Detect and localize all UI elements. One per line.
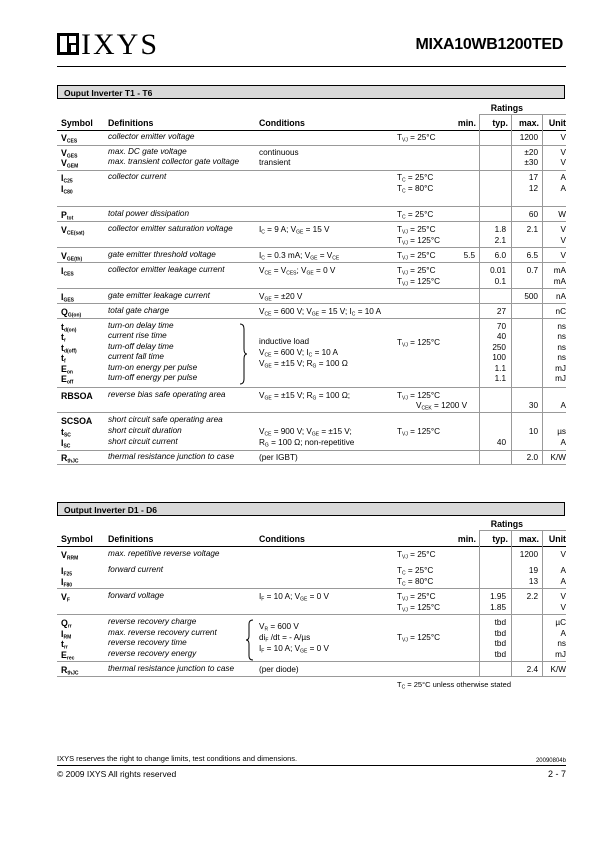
value-max: ±20 — [524, 148, 538, 157]
col-unit: Unit — [548, 534, 566, 544]
value-typ: 40 — [496, 438, 506, 447]
col-symbol: Symbol — [61, 534, 93, 544]
row-rule — [57, 588, 566, 589]
col-typ: typ. — [492, 118, 508, 128]
symbol-qrr: $Q_{rr}$ — [61, 618, 72, 630]
temp-condition: $T_C = 25^\circ C$ — [397, 173, 434, 184]
condition: $V_{CE} = 600$ V; $I_C = 10$ A — [259, 348, 339, 359]
value-max: 2.0 — [526, 453, 538, 462]
symbol-rthjc: $R_{thJC}$ — [61, 453, 79, 465]
definition: max. DC gate voltage — [108, 147, 187, 156]
symbol-scsoa: SCSOA — [61, 416, 93, 426]
symbol-vf: $V_F$ — [61, 592, 70, 604]
value-typ: tbd — [494, 639, 506, 648]
temp-condition: $T_{VJ} = 25^\circ C$ — [397, 225, 436, 236]
symbol-irm: $I_{RM}$ — [61, 629, 72, 641]
symbol-tsc: $t_{SC}$ — [61, 427, 71, 439]
unit: V — [560, 603, 566, 612]
definition: turn-on delay time — [108, 321, 174, 330]
condition: $V_R = 600$ V — [259, 622, 299, 633]
value-max: 1200 — [519, 550, 538, 559]
definition: turn-off energy per pulse — [108, 373, 198, 382]
value-max: 2.4 — [526, 665, 538, 674]
unit: mJ — [555, 374, 566, 383]
symbol-trr: $t_{rr}$ — [61, 639, 68, 651]
row-rule — [57, 288, 566, 289]
symbol-vgem: $V_{GEM}$ — [61, 158, 79, 170]
value-typ: tbd — [494, 650, 506, 659]
value-max: 500 — [524, 292, 538, 301]
row-rule — [57, 614, 566, 615]
row-rule — [57, 170, 566, 171]
unit: A — [560, 184, 566, 193]
definition: max. reverse recovery current — [108, 628, 217, 637]
row-rule — [57, 206, 566, 207]
symbol-vrrm: $V_{RRM}$ — [61, 550, 79, 562]
row-rule — [57, 450, 566, 451]
symbol-erec: $E_{rec}$ — [61, 650, 75, 662]
definition: current rise time — [108, 331, 167, 340]
unit: K/W — [550, 665, 566, 674]
logo-text: IXYS — [81, 28, 160, 61]
col-conditions: Conditions — [259, 534, 305, 544]
temp-condition: $T_{VJ} = 25^\circ C$ — [397, 266, 436, 277]
symbol-vcesat: $V_{CE(sat)}$ — [61, 225, 85, 237]
definition: max. transient collector gate voltage — [108, 157, 240, 166]
definition: collector emitter voltage — [108, 132, 195, 141]
temp-condition: $T_{VJ} = 125^\circ C$ — [397, 277, 441, 288]
value-typ: 1.8 — [494, 225, 506, 234]
temp-condition: $T_{VJ} = 125^\circ C$ — [397, 338, 441, 349]
value-typ: 0.1 — [494, 277, 506, 286]
col-definitions: Definitions — [108, 534, 154, 544]
value-typ: 0.01 — [490, 266, 506, 275]
unit: ns — [557, 639, 566, 648]
condition: $R_G = 100$ Ω; non-repetitive — [259, 438, 355, 449]
condition: inductive load — [259, 337, 310, 346]
definition: collector current — [108, 172, 167, 181]
col-min: min. — [457, 534, 476, 544]
col-definitions: Definitions — [108, 118, 154, 128]
condition: $I_C = 9$ A; $V_{GE} = 15$ V — [259, 225, 330, 236]
value-max: 30 — [528, 401, 538, 410]
row-rule — [57, 303, 566, 304]
unit: ns — [557, 353, 566, 362]
definition: reverse recovery charge — [108, 617, 197, 626]
unit: W — [558, 210, 566, 219]
symbol-eon: $E_{on}$ — [61, 364, 73, 376]
col-max: max. — [518, 118, 539, 128]
definition: total gate charge — [108, 306, 169, 315]
unit: nA — [555, 292, 566, 301]
symbol-iges: $I_{GES}$ — [61, 292, 75, 304]
symbol-ices: $I_{CES}$ — [61, 266, 74, 278]
definition: thermal resistance junction to case — [108, 664, 235, 673]
symbol-tdon: $t_{d(on)}$ — [61, 322, 77, 334]
value-typ: 1.95 — [490, 592, 506, 601]
condition: (per diode) — [259, 665, 299, 674]
row-rule — [57, 145, 566, 146]
ratings-label: Ratings — [490, 103, 523, 113]
col-symbol: Symbol — [61, 118, 93, 128]
row-rule — [57, 387, 566, 388]
symbol-ic80: $I_{C80}$ — [61, 184, 73, 196]
definition: collector emitter saturation voltage — [108, 224, 233, 233]
value-max: 2.1 — [526, 225, 538, 234]
part-number: MIXA10WB1200TED — [415, 36, 563, 53]
document-code: 20090804b — [535, 758, 566, 764]
definition: reverse recovery energy — [108, 649, 197, 658]
condition: $di_F$ /dt = - A/µs — [259, 633, 311, 644]
symbol-rbsoa: RBSOA — [61, 391, 93, 401]
condition: $V_{CE} = V_{CES}$; $V_{GE} = 0$ V — [259, 266, 336, 277]
unit: ns — [557, 343, 566, 352]
value-min: 5.5 — [463, 251, 475, 260]
row-rule — [57, 661, 566, 662]
temp-condition: $T_{VJ} = 125^\circ C$ — [397, 633, 441, 644]
brace-icon — [245, 619, 255, 661]
definition: short circuit current — [108, 437, 178, 446]
col-typ: typ. — [492, 534, 508, 544]
unit: V — [560, 158, 566, 167]
unit: A — [560, 629, 566, 638]
symbol-vces: $V_{CES}$ — [61, 133, 78, 145]
unit: A — [560, 173, 566, 182]
symbol-tr: $t_r$ — [61, 332, 66, 344]
section-title-igbt: Ouput Inverter T1 - T6 — [57, 85, 565, 99]
value-typ: tbd — [494, 629, 506, 638]
value-typ: 100 — [492, 353, 506, 362]
unit: A — [560, 577, 566, 586]
value-typ: 1.1 — [494, 374, 506, 383]
row-rule — [57, 221, 566, 222]
definition: gate emitter threshold voltage — [108, 250, 216, 259]
definition: reverse bias safe operating area — [108, 390, 226, 399]
definition: total power dissipation — [108, 209, 190, 218]
condition: $I_C = 0.3$ mA; $V_{GE} = V_{CE}$ — [259, 251, 340, 262]
temp-condition: $T_{VJ} = 25^\circ C$ — [397, 133, 436, 144]
condition: $V_{GE} = \pm 15$ V; $R_G = 100$ Ω — [259, 359, 348, 370]
condition: continuous — [259, 148, 299, 157]
condition: $I_F = 10$ A; $V_{GE} = 0$ V — [259, 644, 329, 655]
symbol-eoff: $E_{off}$ — [61, 374, 74, 386]
ixys-logo-mark-icon — [57, 33, 79, 55]
symbol-if80: $I_{F80}$ — [61, 577, 73, 589]
symbol-rthjc: $R_{thJC}$ — [61, 665, 79, 677]
unit: mA — [553, 277, 566, 286]
condition: $V_{GE} = \pm 20$ V — [259, 292, 303, 303]
unit: A — [560, 566, 566, 575]
ixys-logo — [57, 28, 177, 61]
value-max: 17 — [528, 173, 538, 182]
definition: current fall time — [108, 352, 164, 361]
table-header-rule — [57, 130, 566, 131]
header-rule — [57, 66, 566, 67]
row-rule — [57, 262, 566, 263]
temp-condition: $T_{VJ} = 125^\circ C$ — [397, 391, 441, 402]
page-number: 2 - 7 — [547, 769, 566, 779]
unit: mJ — [555, 650, 566, 659]
symbol-ptot: $P_{tot}$ — [61, 210, 74, 222]
definition: turn-on energy per pulse — [108, 363, 198, 372]
temp-condition: $T_C = 80^\circ C$ — [397, 577, 434, 588]
value-typ: 2.1 — [494, 236, 506, 245]
temp-condition: $T_C = 25^\circ C$ — [397, 210, 434, 221]
unit: A — [560, 401, 566, 410]
temperature-note: $T_C = 25^\circ C$ unless otherwise stated — [397, 680, 511, 691]
value-typ: tbd — [494, 618, 506, 627]
value-max: 0.7 — [526, 266, 538, 275]
value-max: 13 — [528, 577, 538, 586]
condition: $I_F = 10$ A; $V_{GE} = 0$ V — [259, 592, 329, 603]
row-rule — [57, 412, 566, 413]
unit: V — [560, 236, 566, 245]
symbol-ic25: $I_{C25}$ — [61, 173, 73, 185]
temp-condition: $T_{VJ} = 25^\circ C$ — [397, 251, 436, 262]
value-typ: 70 — [496, 322, 506, 331]
definition: forward voltage — [108, 591, 164, 600]
temp-condition: $T_{VJ} = 25^\circ C$ — [397, 550, 436, 561]
unit: V — [560, 148, 566, 157]
unit: V — [560, 550, 566, 559]
symbol-vges: $V_{GES}$ — [61, 148, 78, 160]
value-typ: 40 — [496, 332, 506, 341]
value-max: 1200 — [519, 133, 538, 142]
condition: $V_{CE} = 900$ V; $V_{GE} = \pm 15$ V; — [259, 427, 352, 438]
disclaimer: IXYS reserves the right to change limits, test conditions and dimensions. — [57, 754, 298, 763]
ratings-rule — [480, 114, 566, 115]
value-typ: 1.1 — [494, 364, 506, 373]
condition: $V_{GE} = \pm 15$ V; $R_G = 100$ Ω; — [259, 391, 351, 402]
condition: $V_{CE} = 600$ V; $V_{GE} = 15$ V; $I_C = 10$ A — [259, 307, 382, 318]
temp-condition: $T_{VJ} = 25^\circ C$ — [397, 592, 436, 603]
symbol-tf: $t_f$ — [61, 353, 66, 365]
unit: V — [560, 225, 566, 234]
value-max: 10 — [528, 427, 538, 436]
col-conditions: Conditions — [259, 118, 305, 128]
brace-icon — [238, 323, 248, 385]
symbol-isc: $I_{SC}$ — [61, 438, 71, 450]
temp-condition: $T_{VJ} = 125^\circ C$ — [397, 427, 441, 438]
value-max: 12 — [528, 184, 538, 193]
temp-condition: $T_C = 25^\circ C$ — [397, 566, 434, 577]
unit: V — [560, 133, 566, 142]
voltage-condition: $V_{CEK} = 1200$ V — [416, 401, 468, 412]
unit: µC — [555, 618, 566, 627]
unit: A — [560, 438, 566, 447]
unit: V — [560, 592, 566, 601]
definition: turn-off delay time — [108, 342, 174, 351]
value-max: 60 — [528, 210, 538, 219]
col-min: min. — [457, 118, 476, 128]
definition: forward current — [108, 565, 164, 574]
unit: ns — [557, 332, 566, 341]
ratings-rule — [480, 530, 566, 531]
definition: collector emitter leakage current — [108, 265, 225, 274]
unit: V — [560, 251, 566, 260]
unit: nC — [555, 307, 566, 316]
row-rule — [57, 247, 566, 248]
symbol-vgeth: $V_{GE(th)}$ — [61, 251, 83, 263]
value-max: ±30 — [524, 158, 538, 167]
col-unit: Unit — [548, 118, 566, 128]
value-typ: 6.0 — [494, 251, 506, 260]
symbol-if25: $I_{F25}$ — [61, 566, 73, 578]
value-max: 2.2 — [526, 592, 538, 601]
col-max: max. — [518, 534, 539, 544]
unit: mJ — [555, 364, 566, 373]
row-rule — [57, 676, 566, 677]
definition: short circuit safe operating area — [108, 415, 223, 424]
definition: thermal resistance junction to case — [108, 452, 235, 461]
temp-condition: $T_C = 80^\circ C$ — [397, 184, 434, 195]
unit: ns — [557, 322, 566, 331]
copyright: © 2009 IXYS All rights reserved — [57, 769, 177, 779]
value-typ: 1.85 — [490, 603, 506, 612]
temp-condition: $T_{VJ} = 125^\circ C$ — [397, 603, 441, 614]
definition: reverse recovery time — [108, 638, 187, 647]
condition: transient — [259, 158, 291, 167]
unit: µs — [557, 427, 566, 436]
temp-condition: $T_{VJ} = 125^\circ C$ — [397, 236, 441, 247]
definition: gate emitter leakage current — [108, 291, 210, 300]
value-max: 6.5 — [526, 251, 538, 260]
value-typ: 27 — [496, 307, 506, 316]
row-rule — [57, 318, 566, 319]
ratings-label: Ratings — [490, 519, 523, 529]
table-header-rule — [57, 546, 566, 547]
value-max: 19 — [528, 566, 538, 575]
symbol-qgon: $Q_{G(on)}$ — [61, 307, 82, 319]
value-typ: 250 — [492, 343, 506, 352]
unit: mA — [553, 266, 566, 275]
footer-rule — [57, 765, 566, 766]
unit: K/W — [550, 453, 566, 462]
row-rule — [57, 464, 566, 465]
condition: (per IGBT) — [259, 453, 298, 462]
symbol-tdoff: $t_{d(off)}$ — [61, 343, 77, 355]
definition: max. repetitive reverse voltage — [108, 549, 220, 558]
definition: short circuit duration — [108, 426, 182, 435]
section-title-diode: Output Inverter D1 - D6 — [57, 502, 565, 516]
